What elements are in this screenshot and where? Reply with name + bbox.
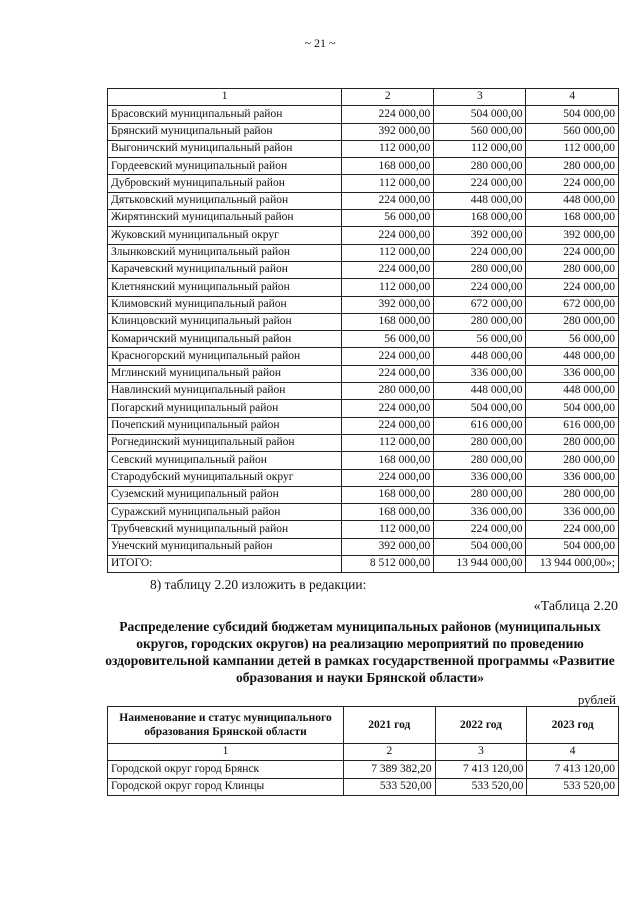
table-row <box>108 296 619 313</box>
cell-amount: 224 000,00 <box>526 521 619 538</box>
cell-amount: 280 000,00 <box>434 313 526 330</box>
cell-amount: 168 000,00 <box>342 313 434 330</box>
table-row <box>108 504 619 521</box>
cell-amount: 224 000,00 <box>342 227 434 244</box>
table-row <box>108 348 619 365</box>
table-row <box>108 761 619 778</box>
column-header-2022: 2022 год <box>435 707 527 744</box>
cell-amount: 280 000,00 <box>342 383 434 400</box>
cell-amount: 280 000,00 <box>434 452 526 469</box>
cell-amount: 112 000,00 <box>342 244 434 261</box>
cell-amount: 672 000,00 <box>526 296 619 313</box>
cell-amount: 280 000,00 <box>434 158 526 175</box>
cell-amount: 504 000,00 <box>526 400 619 417</box>
cell-amount: 13 944 000,00»; <box>526 556 619 573</box>
cell-municipality: 1 <box>108 89 342 106</box>
cell-amount: 168 000,00 <box>342 452 434 469</box>
table-row <box>108 313 619 330</box>
cell-amount: 280 000,00 <box>434 434 526 451</box>
cell-amount: 224 000,00 <box>342 417 434 434</box>
cell-amount: 224 000,00 <box>526 175 619 192</box>
cell-amount: 504 000,00 <box>526 538 619 555</box>
cell-municipality: Трубчевский муниципальный район <box>108 521 342 538</box>
cell-amount: 56 000,00 <box>434 331 526 348</box>
cell-amount: 280 000,00 <box>434 261 526 278</box>
cell-amount: 448 000,00 <box>434 383 526 400</box>
cell-amount: 560 000,00 <box>526 123 619 140</box>
table-reference: «Таблица 2.20 <box>533 599 618 614</box>
table-row <box>108 227 619 244</box>
page-number: ~ 21 ~ <box>304 36 336 50</box>
cell-municipality: Жирятинский муниципальный район <box>108 210 342 227</box>
cell-amount: 3 <box>434 89 526 106</box>
cell-municipality: Стародубский муниципальный округ <box>108 469 342 486</box>
cell-municipality: Злынковский муниципальный район <box>108 244 342 261</box>
cell-amount: 280 000,00 <box>526 158 619 175</box>
cell-municipality: Дубровский муниципальный район <box>108 175 342 192</box>
table-row <box>108 140 619 157</box>
cell-amount: 224 000,00 <box>342 106 434 123</box>
table-2-20 <box>107 706 619 796</box>
table-total-row <box>108 556 619 573</box>
cell-amount: 224 000,00 <box>526 244 619 261</box>
cell-municipality: Жуковский муниципальный округ <box>108 227 342 244</box>
cell-amount: 280 000,00 <box>526 434 619 451</box>
cell-amount: 336 000,00 <box>526 365 619 382</box>
cell-municipality: Погарский муниципальный район <box>108 400 342 417</box>
cell-amount: 533 520,00 <box>344 778 436 795</box>
cell-municipality: Красногорский муниципальный район <box>108 348 342 365</box>
table-row <box>108 261 619 278</box>
cell-amount: 224 000,00 <box>342 365 434 382</box>
cell-amount: 224 000,00 <box>342 192 434 209</box>
table-row <box>108 331 619 348</box>
cell-amount: 7 413 120,00 <box>435 761 527 778</box>
table-index-row <box>108 89 619 106</box>
cell-amount: 280 000,00 <box>526 261 619 278</box>
cell-amount: 504 000,00 <box>434 106 526 123</box>
table-row <box>108 452 619 469</box>
cell-amount: 336 000,00 <box>434 365 526 382</box>
cell-amount: 224 000,00 <box>434 244 526 261</box>
table-row <box>108 469 619 486</box>
cell-municipality: Навлинский муниципальный район <box>108 383 342 400</box>
table-row <box>108 175 619 192</box>
cell-amount: 224 000,00 <box>434 279 526 296</box>
cell-amount: 448 000,00 <box>526 383 619 400</box>
cell-amount: 392 000,00 <box>434 227 526 244</box>
cell-municipality: Карачевский муниципальный район <box>108 261 342 278</box>
cell-amount: 392 000,00 <box>342 123 434 140</box>
cell-municipality: Дятьковский муниципальный район <box>108 192 342 209</box>
table-2-20-header-row <box>108 707 619 744</box>
cell-amount: 504 000,00 <box>526 106 619 123</box>
table-row <box>108 417 619 434</box>
cell-amount: 2 <box>342 89 434 106</box>
cell-amount: 504 000,00 <box>434 538 526 555</box>
cell-amount: 4 <box>527 744 619 761</box>
cell-amount: 392 000,00 <box>526 227 619 244</box>
cell-municipality: Рогнединский муниципальный район <box>108 434 342 451</box>
cell-amount: 112 000,00 <box>342 434 434 451</box>
cell-amount: 504 000,00 <box>434 400 526 417</box>
cell-amount: 280 000,00 <box>526 486 619 503</box>
cell-municipality: Брасовский муниципальный район <box>108 106 342 123</box>
table-row <box>108 383 619 400</box>
cell-amount: 448 000,00 <box>434 348 526 365</box>
table-row <box>108 365 619 382</box>
cell-amount: 280 000,00 <box>434 486 526 503</box>
cell-amount: 168 000,00 <box>434 210 526 227</box>
column-header-name: Наименование и статус муниципального образования Брянской области <box>108 707 344 744</box>
cell-amount: 56 000,00 <box>342 210 434 227</box>
cell-amount: 168 000,00 <box>342 158 434 175</box>
cell-amount: 3 <box>435 744 527 761</box>
cell-amount: 224 000,00 <box>342 469 434 486</box>
table-row <box>108 434 619 451</box>
cell-municipality: Городской округ город Брянск <box>108 761 344 778</box>
cell-amount: 224 000,00 <box>434 175 526 192</box>
table-row <box>108 210 619 227</box>
cell-municipality: Гордеевский муниципальный район <box>108 158 342 175</box>
cell-amount: 336 000,00 <box>434 504 526 521</box>
cell-amount: 56 000,00 <box>342 331 434 348</box>
cell-amount: 7 389 382,20 <box>344 761 436 778</box>
cell-amount: 56 000,00 <box>526 331 619 348</box>
cell-municipality: Суземский муниципальный район <box>108 486 342 503</box>
table-index-row <box>108 744 619 761</box>
cell-amount: 672 000,00 <box>434 296 526 313</box>
cell-municipality: ИТОГО: <box>108 556 342 573</box>
cell-municipality: 1 <box>108 744 344 761</box>
table-row <box>108 521 619 538</box>
cell-amount: 336 000,00 <box>526 469 619 486</box>
cell-amount: 224 000,00 <box>434 521 526 538</box>
table-row <box>108 400 619 417</box>
cell-amount: 616 000,00 <box>526 417 619 434</box>
cell-municipality: Комаричский муниципальный район <box>108 331 342 348</box>
cell-municipality: Почепский муниципальный район <box>108 417 342 434</box>
cell-amount: 533 520,00 <box>527 778 619 795</box>
cell-amount: 112 000,00 <box>342 521 434 538</box>
cell-municipality: Брянский муниципальный район <box>108 123 342 140</box>
cell-amount: 7 413 120,00 <box>527 761 619 778</box>
cell-amount: 13 944 000,00 <box>434 556 526 573</box>
table-caption: Распределение субсидий бюджетам муниципальных районов (муниципальных округов, городских округов) на реализацию мероприятий по проведению оздоровительной кампании детей в рамках государственной программы «Развитие образования и науки Брянской области» <box>105 619 615 685</box>
table-row <box>108 778 619 795</box>
cell-amount: 533 520,00 <box>435 778 527 795</box>
cell-municipality: Мглинский муниципальный район <box>108 365 342 382</box>
cell-municipality: Климовский муниципальный район <box>108 296 342 313</box>
cell-amount: 168 000,00 <box>526 210 619 227</box>
cell-amount: 8 512 000,00 <box>342 556 434 573</box>
table-row <box>108 279 619 296</box>
cell-amount: 392 000,00 <box>342 538 434 555</box>
cell-amount: 112 000,00 <box>342 140 434 157</box>
table-row <box>108 192 619 209</box>
cell-amount: 224 000,00 <box>342 261 434 278</box>
cell-amount: 392 000,00 <box>342 296 434 313</box>
cell-amount: 112 000,00 <box>342 175 434 192</box>
table-row <box>108 123 619 140</box>
cell-municipality: Суражский муниципальный район <box>108 504 342 521</box>
cell-municipality: Клинцовский муниципальный район <box>108 313 342 330</box>
units-label: рублей <box>577 692 616 707</box>
cell-amount: 112 000,00 <box>434 140 526 157</box>
cell-amount: 336 000,00 <box>434 469 526 486</box>
cell-amount: 448 000,00 <box>526 348 619 365</box>
cell-amount: 168 000,00 <box>342 504 434 521</box>
amendment-item-8: 8) таблицу 2.20 изложить в редакции: <box>150 577 367 592</box>
cell-amount: 336 000,00 <box>526 504 619 521</box>
cell-amount: 224 000,00 <box>342 400 434 417</box>
cell-municipality: Городской округ город Клинцы <box>108 778 344 795</box>
cell-amount: 2 <box>344 744 436 761</box>
table-row <box>108 106 619 123</box>
cell-amount: 168 000,00 <box>342 486 434 503</box>
table-row <box>108 158 619 175</box>
table-row <box>108 538 619 555</box>
cell-municipality: Севский муниципальный район <box>108 452 342 469</box>
cell-amount: 280 000,00 <box>526 313 619 330</box>
cell-amount: 280 000,00 <box>526 452 619 469</box>
cell-amount: 224 000,00 <box>526 279 619 296</box>
cell-amount: 4 <box>526 89 619 106</box>
column-header-2023: 2023 год <box>527 707 619 744</box>
cell-municipality: Унечский муниципальный район <box>108 538 342 555</box>
cell-amount: 112 000,00 <box>342 279 434 296</box>
cell-amount: 112 000,00 <box>526 140 619 157</box>
cell-amount: 448 000,00 <box>526 192 619 209</box>
column-header-2021: 2021 год <box>344 707 436 744</box>
subsidy-table-continued <box>107 88 619 573</box>
table-row <box>108 486 619 503</box>
cell-amount: 560 000,00 <box>434 123 526 140</box>
cell-municipality: Клетнянский муниципальный район <box>108 279 342 296</box>
cell-municipality: Выгоничский муниципальный район <box>108 140 342 157</box>
cell-amount: 448 000,00 <box>434 192 526 209</box>
table-row <box>108 244 619 261</box>
cell-amount: 224 000,00 <box>342 348 434 365</box>
cell-amount: 616 000,00 <box>434 417 526 434</box>
